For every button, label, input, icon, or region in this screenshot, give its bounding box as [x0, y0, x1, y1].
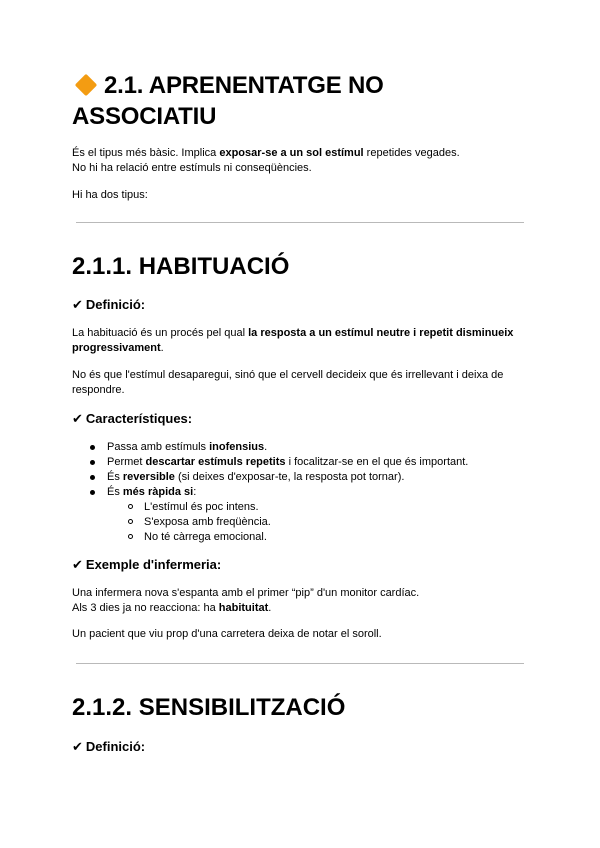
exemple-paragraph-2: [72, 627, 532, 642]
item-bold: descartar estímuls repetits: [145, 456, 286, 468]
sub-list-item: [72, 500, 532, 515]
divider: [76, 222, 524, 223]
habituacio-definicio-text: [72, 326, 532, 356]
intro-text-c: repetides vegades.: [363, 147, 460, 159]
document-page: [72, 70, 528, 132]
item-text: Passa amb estímuls: [107, 441, 210, 453]
definicio-paragraph-2: [72, 368, 532, 398]
item-text: És: [107, 486, 123, 498]
definicio-label: Definició:: [85, 297, 146, 312]
title-line-1: 2.1. APRENENTATGE NO: [104, 72, 384, 99]
check-icon: ✔: [72, 557, 83, 572]
check-icon: ✔: [72, 411, 83, 426]
sensibilitzacio-definicio-heading: [72, 738, 145, 756]
def-text-bold-2: progressivament: [72, 342, 161, 354]
hollow-bullet-icon: [128, 534, 133, 539]
exemple-paragraph-1: [72, 586, 532, 616]
bullet-icon: [90, 490, 95, 495]
habituacio-heading: 2.1.1. HABITUACIÓ: [72, 253, 290, 280]
caracteristiques-list: [72, 440, 532, 545]
intro-text-line2: No hi ha relació entre estímuls ni conseqüències.: [72, 162, 312, 174]
title-line-2: ASSOCIATIU: [72, 103, 217, 130]
def-text-a: La habituació és un procés pel qual: [72, 327, 249, 339]
habituacio-definicio-text-2: [72, 368, 532, 398]
item-bold: inofensius: [209, 441, 265, 453]
intro-text-bold: exposar-se a un sol estímul: [219, 147, 364, 159]
list-item: [72, 485, 532, 500]
check-icon: ✔: [72, 297, 83, 312]
def-text-bold-1: la resposta a un estímul neutre i repetit disminueix: [248, 327, 514, 339]
ex-line2-bold: habituitat: [218, 602, 269, 614]
definicio-label: Definició:: [85, 739, 146, 754]
list-item: [72, 440, 532, 455]
ex-line2-c: .: [268, 602, 272, 614]
intro-types: [72, 188, 532, 203]
item-bold: més ràpida si: [122, 486, 194, 498]
habituacio-definicio-heading: [72, 296, 145, 314]
def-text-c: .: [160, 342, 164, 354]
item-text: És: [107, 471, 123, 483]
def-p2-line2: respondre.: [72, 384, 125, 396]
sub-list-item: [72, 515, 532, 530]
exemple-text-2: Un pacient que viu prop d'una carretera deixa de notar el soroll.: [72, 628, 382, 640]
intro-text-a: És el tipus més bàsic. Implica: [72, 147, 220, 159]
sub-item-text: S'exposa amb freqüència.: [144, 516, 271, 528]
divider: [76, 663, 524, 664]
item-text: i focalitzar-se en el que és important.: [285, 456, 469, 468]
ex-line2-a: Als 3 dies ja no reacciona: ha: [72, 602, 219, 614]
intro-types-text: Hi ha dos tipus:: [72, 189, 148, 201]
section-title: [72, 70, 528, 132]
bullet-icon: [90, 445, 95, 450]
caracteristiques-heading: [72, 410, 192, 428]
item-text: (si deixes d'exposar-te, la resposta pot tornar).: [174, 471, 405, 483]
caracteristiques-label: Característiques:: [85, 411, 193, 426]
item-text: :: [193, 486, 197, 498]
sensibilitzacio-heading: 2.1.2. SENSIBILITZACIÓ: [72, 694, 346, 721]
definicio-paragraph: [72, 326, 532, 356]
item-text: Permet: [107, 456, 146, 468]
check-icon: ✔: [72, 739, 83, 754]
intro-paragraph: [72, 146, 532, 176]
exemple-label: Exemple d'infermeria:: [85, 557, 222, 572]
sub-item-text: L'estímul és poc intens.: [144, 501, 259, 513]
def-p2-line1: No és que l'estímul desaparegui, sinó que el cervell decideix que és irrellevant i deixa de: [72, 369, 504, 381]
list-item: [72, 455, 532, 470]
hollow-bullet-icon: [128, 504, 133, 509]
hollow-bullet-icon: [128, 519, 133, 524]
bullet-icon: [90, 475, 95, 480]
orange-diamond-icon: [75, 74, 98, 97]
sub-item-text: No té càrrega emocional.: [144, 531, 267, 543]
bullet-icon: [90, 460, 95, 465]
item-bold: reversible: [122, 471, 175, 483]
exemple-heading: [72, 556, 221, 574]
list-item: [72, 470, 532, 485]
exemple-text: [72, 586, 532, 616]
ex-line1: Una infermera nova s'espanta amb el primer “pip” d'un monitor cardíac.: [72, 587, 420, 599]
intro-text: [72, 146, 532, 176]
sub-list-item: [72, 530, 532, 545]
item-text: .: [264, 441, 268, 453]
